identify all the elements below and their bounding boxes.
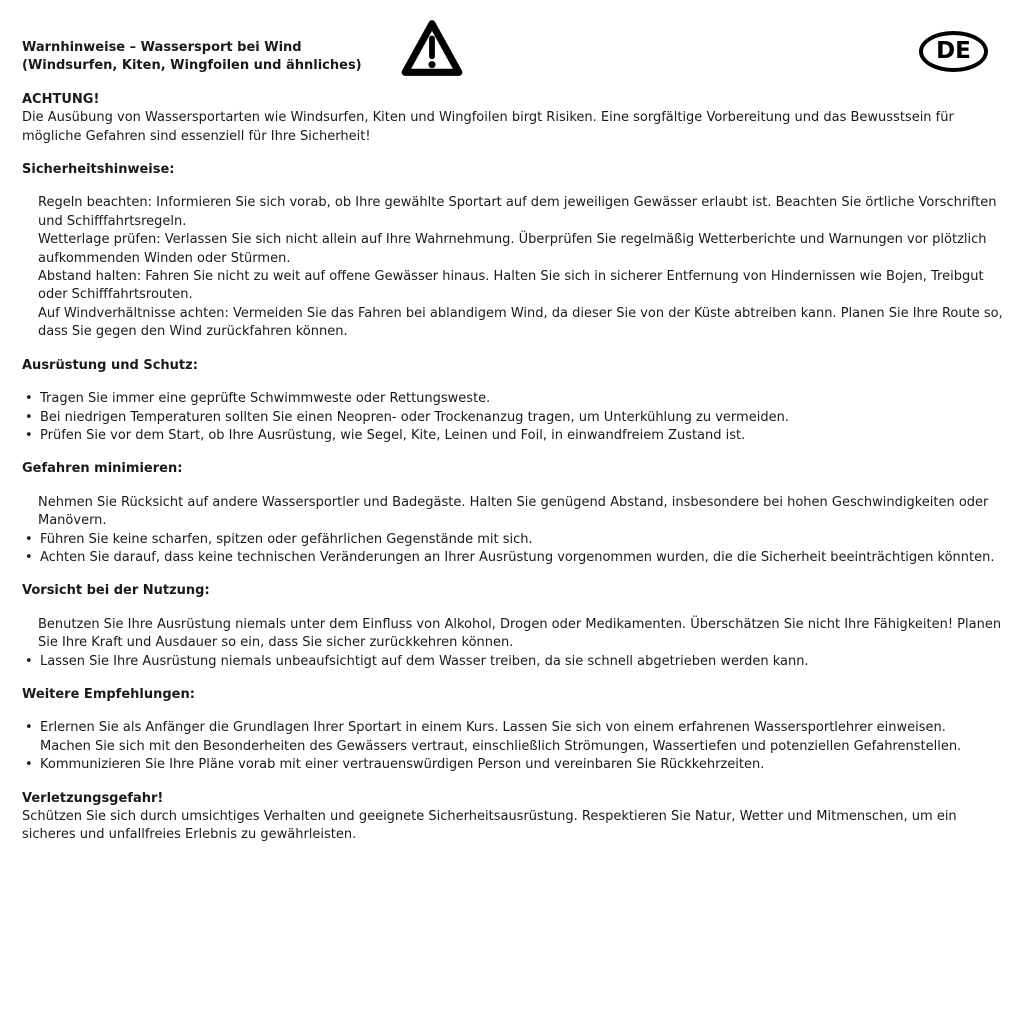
bullet-item [22,390,1010,408]
section-heading-gefahren: Gefahren minimieren: [22,461,183,477]
bullet-text: • Achten Sie darauf, dass keine technischen Veränderungen an Ihrer Ausrüstung vorgenommen wurden, die die Sicherheit beeinträchtigen könnten. [40,549,995,565]
section-vorsicht [22,582,1010,671]
bullet-continuation-text: Machen Sie sich mit den Besonderheiten des Gewässers vertraut, einschließlich Strömungen, Wassertiefen und potenziellen Gefahrenstellen. [40,738,962,754]
bullet-text: • Tragen Sie immer eine geprüfte Schwimmweste oder Rettungsweste. [40,391,491,407]
bullet-text: • Kommunizieren Sie Ihre Pläne vorab mit einer vertrauenswürdigen Person und vereinbaren Sie Rückkehrzeiten. [40,757,765,773]
section-heading-weitere: Weitere Empfehlungen: [22,686,195,702]
section-ausruestung [22,357,1010,446]
indented-item: Benutzen Sie Ihre Ausrüstung niemals unter dem Einfluss von Alkohol, Drogen oder Medikamenten. Überschätzen Sie nicht Ihre Fähigkeiten! Planen Sie Ihre Kraft und Ausdauer so ein, dass Sie sicher zurückkehren können. [38,616,1002,651]
bullet-item [22,427,1010,445]
indented-item: Abstand halten: Fahren Sie nicht zu weit auf offene Gewässer hinaus. Halten Sie sich in sicherer Entfernung von Hindernissen wie Bojen, Treibgut oder Schifffahrtsrouten. [38,269,984,303]
bullet-item [22,531,1010,549]
section-gefahren [22,460,1010,567]
paragraph-verletzung-body: Schützen Sie sich durch umsichtiges Verhalten und geeignete Sicherheitsausrüstung. Respektieren Sie Natur, Wetter und Mitmenschen, um ein sicheres und unfallfreies Erlebnis zu gewährleisten. [22,809,957,843]
section-heading-sicherheitshinweise: Sicherheitshinweise: [22,162,175,178]
indented-item: Regeln beachten: Informieren Sie sich vorab, ob Ihre gewählte Sportart auf dem jeweiligen Gewässer erlaubt ist. Beachten Sie örtliche Vorschriften und Schifffahrtsregeln. [38,195,997,229]
bullet-item [22,549,1010,567]
indented-item: Nehmen Sie Rücksicht auf andere Wassersportler und Badegäste. Halten Sie genügend Abstand, insbesondere bei hohen Geschwindigkeiten oder Manövern. [38,494,989,529]
page-title-line2: (Windsurfen, Kiten, Wingfoilen und ähnliches) [22,58,362,74]
bullet-text: • Erlernen Sie als Anfänger die Grundlagen Ihrer Sportart in einem Kurs. Lassen Sie sich von einem erfahrenen Wassersportlehrer einweisen. [40,720,946,736]
section-achtung [22,91,1010,146]
bullet-item [22,756,1010,774]
bullet-text: • Führen Sie keine scharfen, spitzen oder gefährlichen Gegenstände mit sich. [40,531,533,547]
section-heading-vorsicht: Vorsicht bei der Nutzung: [22,583,210,599]
section-heading-achtung: ACHTUNG! [22,91,100,107]
section-sicherheitshinweise [22,161,1010,342]
bullet-item [22,719,1010,756]
bullet-text: • Prüfen Sie vor dem Start, ob Ihre Ausrüstung, wie Segel, Kite, Leinen und Foil, in einwandfreiem Zustand ist. [40,427,746,443]
bullet-item [22,653,1010,671]
section-heading-ausruestung: Ausrüstung und Schutz: [22,357,198,373]
page-title-line1: Warnhinweise – Wassersport bei Wind [22,40,302,55]
section-weitere [22,686,1010,775]
bullet-text: • Lassen Sie Ihre Ausrüstung niemals unbeaufsichtigt auf dem Wasser treiben, da sie schnell abgetrieben werden kann. [40,653,809,669]
paragraph-achtung-body: Die Ausübung von Wassersportarten wie Windsurfen, Kiten und Wingfoilen birgt Risiken. Eine sorgfältige Vorbereitung und das Bewusstsein für mögliche Gefahren sind essenziell für Ihre Sicherheit! [22,110,954,144]
language-badge-label: DE [936,38,971,65]
indented-item: Auf Windverhältnisse achten: Vermeiden Sie das Fahren bei ablandigem Wind, da dieser Sie von der Küste abtreiben kann. Planen Sie Ihre Route so, dass Sie gegen den Wind zurückfahren können. [38,305,1003,340]
page-title [22,39,1010,76]
section-verletzung [22,790,1010,845]
indented-item: Wetterlage prüfen: Verlassen Sie sich nicht allein auf Ihre Wahrnehmung. Überprüfen Sie regelmäßig Wetterberichte und Warnungen vor plötzlich aufkommenden Winden oder Stürmen. [38,232,987,266]
bullet-item [22,409,1010,427]
bullet-text: • Bei niedrigen Temperaturen sollten Sie einen Neopren- oder Trockenanzug tragen, um Unterkühlung zu vermeiden. [40,409,789,425]
section-heading-verletzung: Verletzungsgefahr! [22,790,164,806]
